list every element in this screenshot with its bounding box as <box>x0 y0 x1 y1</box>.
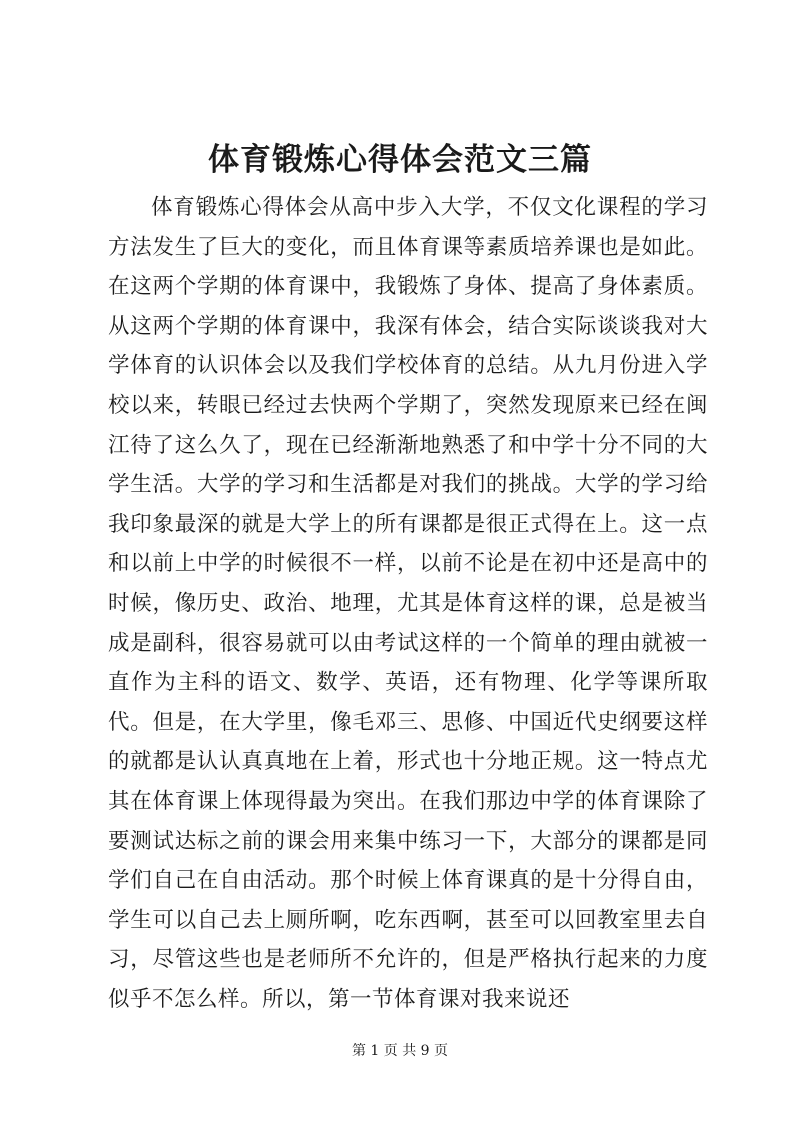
document-title: 体育锻炼心得体会范文三篇 <box>208 142 592 178</box>
body-paragraph: 体育锻炼心得体会从高中步入大学，不仅文化课程的学习方法发生了巨大的变化，而且体育课等素质培养课也是如此。在这两个学期的体育课中，我锻炼了身体、提高了身体素质。从这两个学期的体育课中，我深有体会，结合实际谈谈我对大学体育的认识体会以及我们学校体育的总结。从九月份进入学校以来，转眼已经过去快两个学期了，突然发现原来已经在闽江待了这么久了，现在已经渐渐地熟悉了和中学十分不同的大学生活。大学的学习和生活都是对我们的挑战。大学的学习给我印象最深的就是大学上的所有课都是很正式得在上。这一点和以前上中学的时候很不一样，以前不论是在初中还是高中的时候，像历史、政治、地理，尤其是体育这样的课，总是被当成是副科，很容易就可以由考试这样的一个简单的理由就被一直作为主科的语文、数学、英语，还有物理、化学等课所取代。但是，在大学里，像毛邓三、思修、中国近代史纲要这样的就都是认认真真地在上着，形式也十分地正规。这一特点尤其在体育课上体现得最为突出。在我们那边中学的体育课除了要测试达标之前的课会用来集中练习一下，大部分的课都是同学们自己在自由活动。那个时候上体育课真的是十分得自由，学生可以自己去上厕所啊，吃东西啊，甚至可以回教室里去自习，尽管这些也是老师所不允许的，但是严格执行起来的力度似乎不怎么样。所以，第一节体育课对我来说还 <box>108 195 708 1012</box>
page-footer: 第 1 页 共 9 页 <box>351 1043 449 1059</box>
